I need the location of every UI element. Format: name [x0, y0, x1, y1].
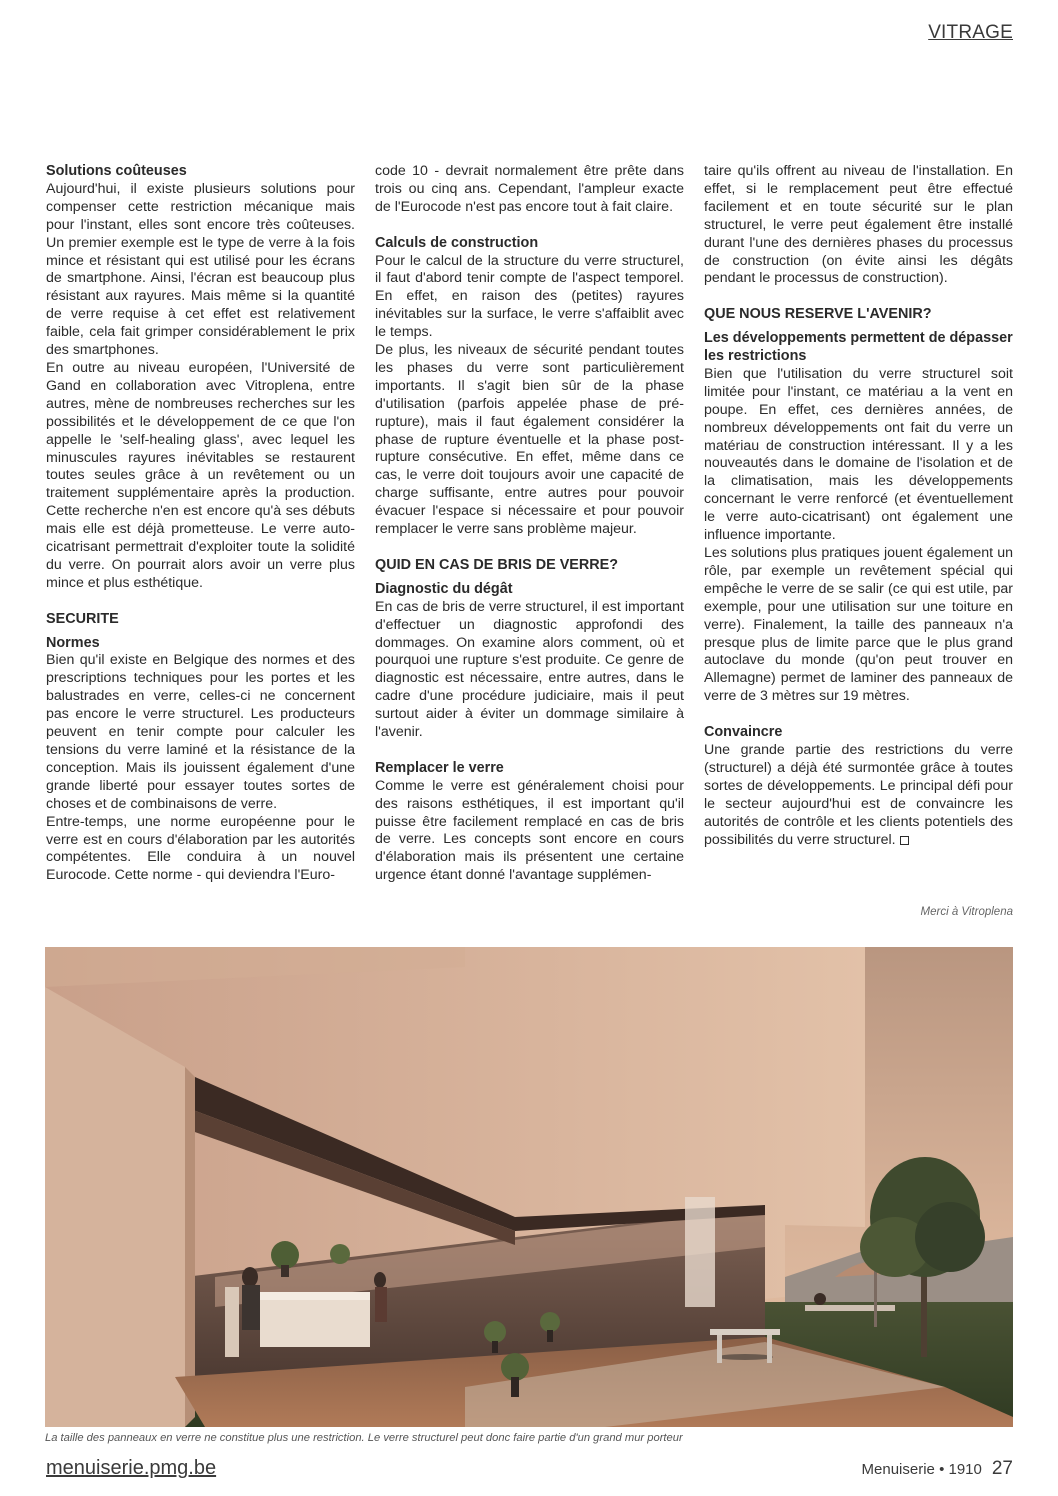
section-heading: QUE NOUS RESERVE L'AVENIR? [704, 306, 932, 323]
paragraph: code 10 - devrait normalement être prête dans trois ou cinq ans. Cependant, l'ampleur exacte de l'Eurocode n'est pas encore tout à fait claire. [375, 163, 684, 215]
column-2 [375, 163, 684, 933]
credit-line: Merci à Vitroplena [920, 906, 1013, 918]
subheading: Remplacer le verre [375, 759, 504, 776]
paragraph: Bien que l'utilisation du verre structurel soit limitée pour l'instant, ce matériau a la vent en poupe. En effet, ces dernières années, de nombreux développements ont fait du verre un matériau de construction intéressant. Il y a les nouveautés dans le domaine de l'isolation et de la climatisation, mais les développements concernant le verre renforcé (et éventuellement le verre auto-cicatrisant) ont également une influence importante. [704, 365, 1013, 544]
paragraph: Entre-temps, une norme européenne pour le verre est en cours d'élaboration par les autorités compétentes. Elle conduira à un nouvel Eurocode. Cette norme - qui deviendra l'Euro- [46, 813, 355, 884]
section-tag: VITRAGE [928, 22, 1013, 43]
footer-info [862, 1458, 1013, 1480]
subheading: Solutions coûteuses [46, 163, 187, 179]
end-of-article-icon [900, 836, 909, 845]
article-body [46, 163, 1013, 933]
architecture-photo [45, 947, 1013, 1427]
closing-text: Une grande partie des restrictions du verre (structurel) a déjà été surmontée grâce à toutes sortes de développements. Le principal défi pour le secteur aujourd'hui est de convaincre les autorités de contrôle et les clients potentiels des possibilités du verre structurel. [704, 741, 1013, 848]
page-number: 27 [991, 1458, 1013, 1479]
paragraph: Pour le calcul de la structure du verre structurel, il faut d'abord tenir compte de l'aspect temporel. En effet, en raison des (petites) rayures inévitables sur la surface, le verre s'affaiblit avec le temps. [375, 252, 684, 341]
subheading: Convaincre [704, 724, 783, 741]
footer-website-link[interactable]: menuiserie.pmg.be [46, 1457, 217, 1479]
paragraph: Bien qu'il existe en Belgique des normes et des prescriptions techniques pour les portes et les balustrades en verre, celles-ci ne concernent pas encore le verre structurel. Les producteurs peuvent en tenir compte pour calculer les tensions du verre laminé et la résistance de la conception. Mais ils jouissent également d'une grande liberté pour essayer toutes sortes de choses et de combinaisons de verre. [46, 652, 355, 812]
paragraph: Les solutions plus pratiques jouent également un rôle, par exemple un revêtement spécial qui empêche le verre de se salir (ce qui est utile, par exemple, pour une utilisation sur une toiture en verre). Finalement, la taille des panneaux n'a presque plus de limite parce que le plus grand autoclave du monde (qu'on peut trouver en Allemagne) permet de laminer des panneaux de verre de 3 mètres sur 19 mètres. [704, 545, 1013, 705]
subheading: Calculs de construction [375, 234, 539, 251]
subheading: Normes [46, 634, 100, 651]
paragraph: De plus, les niveaux de sécurité pendant toutes les phases du verre sont particulièrement importants. Il s'agit bien sûr de la phase d'utilisation (parfois appelée phase de pré-rupture), mais il faut également considérer la phase de rupture éventuelle et la phase post-rupture consécutive. En effet, même dans ce cas, le verre doit toujours avoir une capacité de charge suffisante, entre autres pour pouvoir évacuer l'espace si nécessaire et pour pouvoir remplacer le verre sans problème majeur. [375, 342, 684, 538]
paragraph [704, 742, 1013, 849]
section-heading: SECURITE [46, 610, 119, 627]
photo-caption: La taille des panneaux en verre ne constitue plus une restriction. Le verre structurel peut donc faire partie d'un grand mur porteur [45, 1432, 683, 1444]
paragraph: En outre au niveau européen, l'Université de Gand en collaboration avec Vitroplena, entre autres, mène de nombreuses recherches sur les possibilités et le développement de ce que l'on appelle le 'self-healing glass', avec lequel les minuscules rayures inévitables se restaurent toutes seules grâce à un revêtement ou un traitement supplémentaire après la production. Cette recherche n'en est encore qu'à ses débuts mais elle est déjà prometteuse. Le verre auto-cicatrisant permettrait d'exploiter toute la solidité du verre. On pourrait alors avoir un verre plus mince et plus esthétique. [46, 359, 355, 591]
house-render-illustration [45, 947, 1013, 1427]
paragraph: En cas de bris de verre structurel, il est important d'effectuer un diagnostic approfondi des dommages. On examine alors comment, où et pourquoi une rupture s'est produite. Ce genre de diagnostic est nécessaire, entre autres, dans le cadre d'une procédure judiciaire, mais il peut surtout aider à éviter un dommage similaire à l'avenir. [375, 598, 684, 741]
paragraph: Comme le verre est généralement choisi pour des raisons esthétiques, il est important qu'il puisse être facilement remplacé en cas de bris de verre. Les concepts sont encore en cours d'élaboration mais ils présentent une certaine urgence étant donné l'avantage supplémen- [375, 777, 684, 884]
section-heading: QUID EN CAS DE BRIS DE VERRE? [375, 556, 619, 573]
subheading: Les développements permettent de dépasser les restrictions [704, 330, 1013, 365]
column-3 [704, 163, 1013, 933]
column-1 [46, 163, 355, 933]
subheading: Diagnostic du dégât [375, 580, 513, 597]
paragraph: taire qu'ils offrent au niveau de l'installation. En effet, si le remplacement peut être effectué facilement et en toute sécurité sur le plan structurel, le verre peut également être installé durant l'une des dernières phases du processus de construction (on évite ainsi les dégâts pendant le processus de construction). [704, 163, 1013, 287]
magazine-issue: Menuiserie • 1910 [861, 1461, 982, 1478]
paragraph: Aujourd'hui, il existe plusieurs solutions pour compenser cette restriction mécanique mais pour l'instant, elles sont encore très coûteuses. Un premier exemple est le type de verre à la fois mince et résistant qui est utilisé pour les écrans de smartphone. Ainsi, l'écran est beaucoup plus résistant aux rayures. Mais même si la quantité de verre requise à cet effet est relativement faible, cela fait grimper considérablement le prix des smartphones. [46, 180, 355, 359]
